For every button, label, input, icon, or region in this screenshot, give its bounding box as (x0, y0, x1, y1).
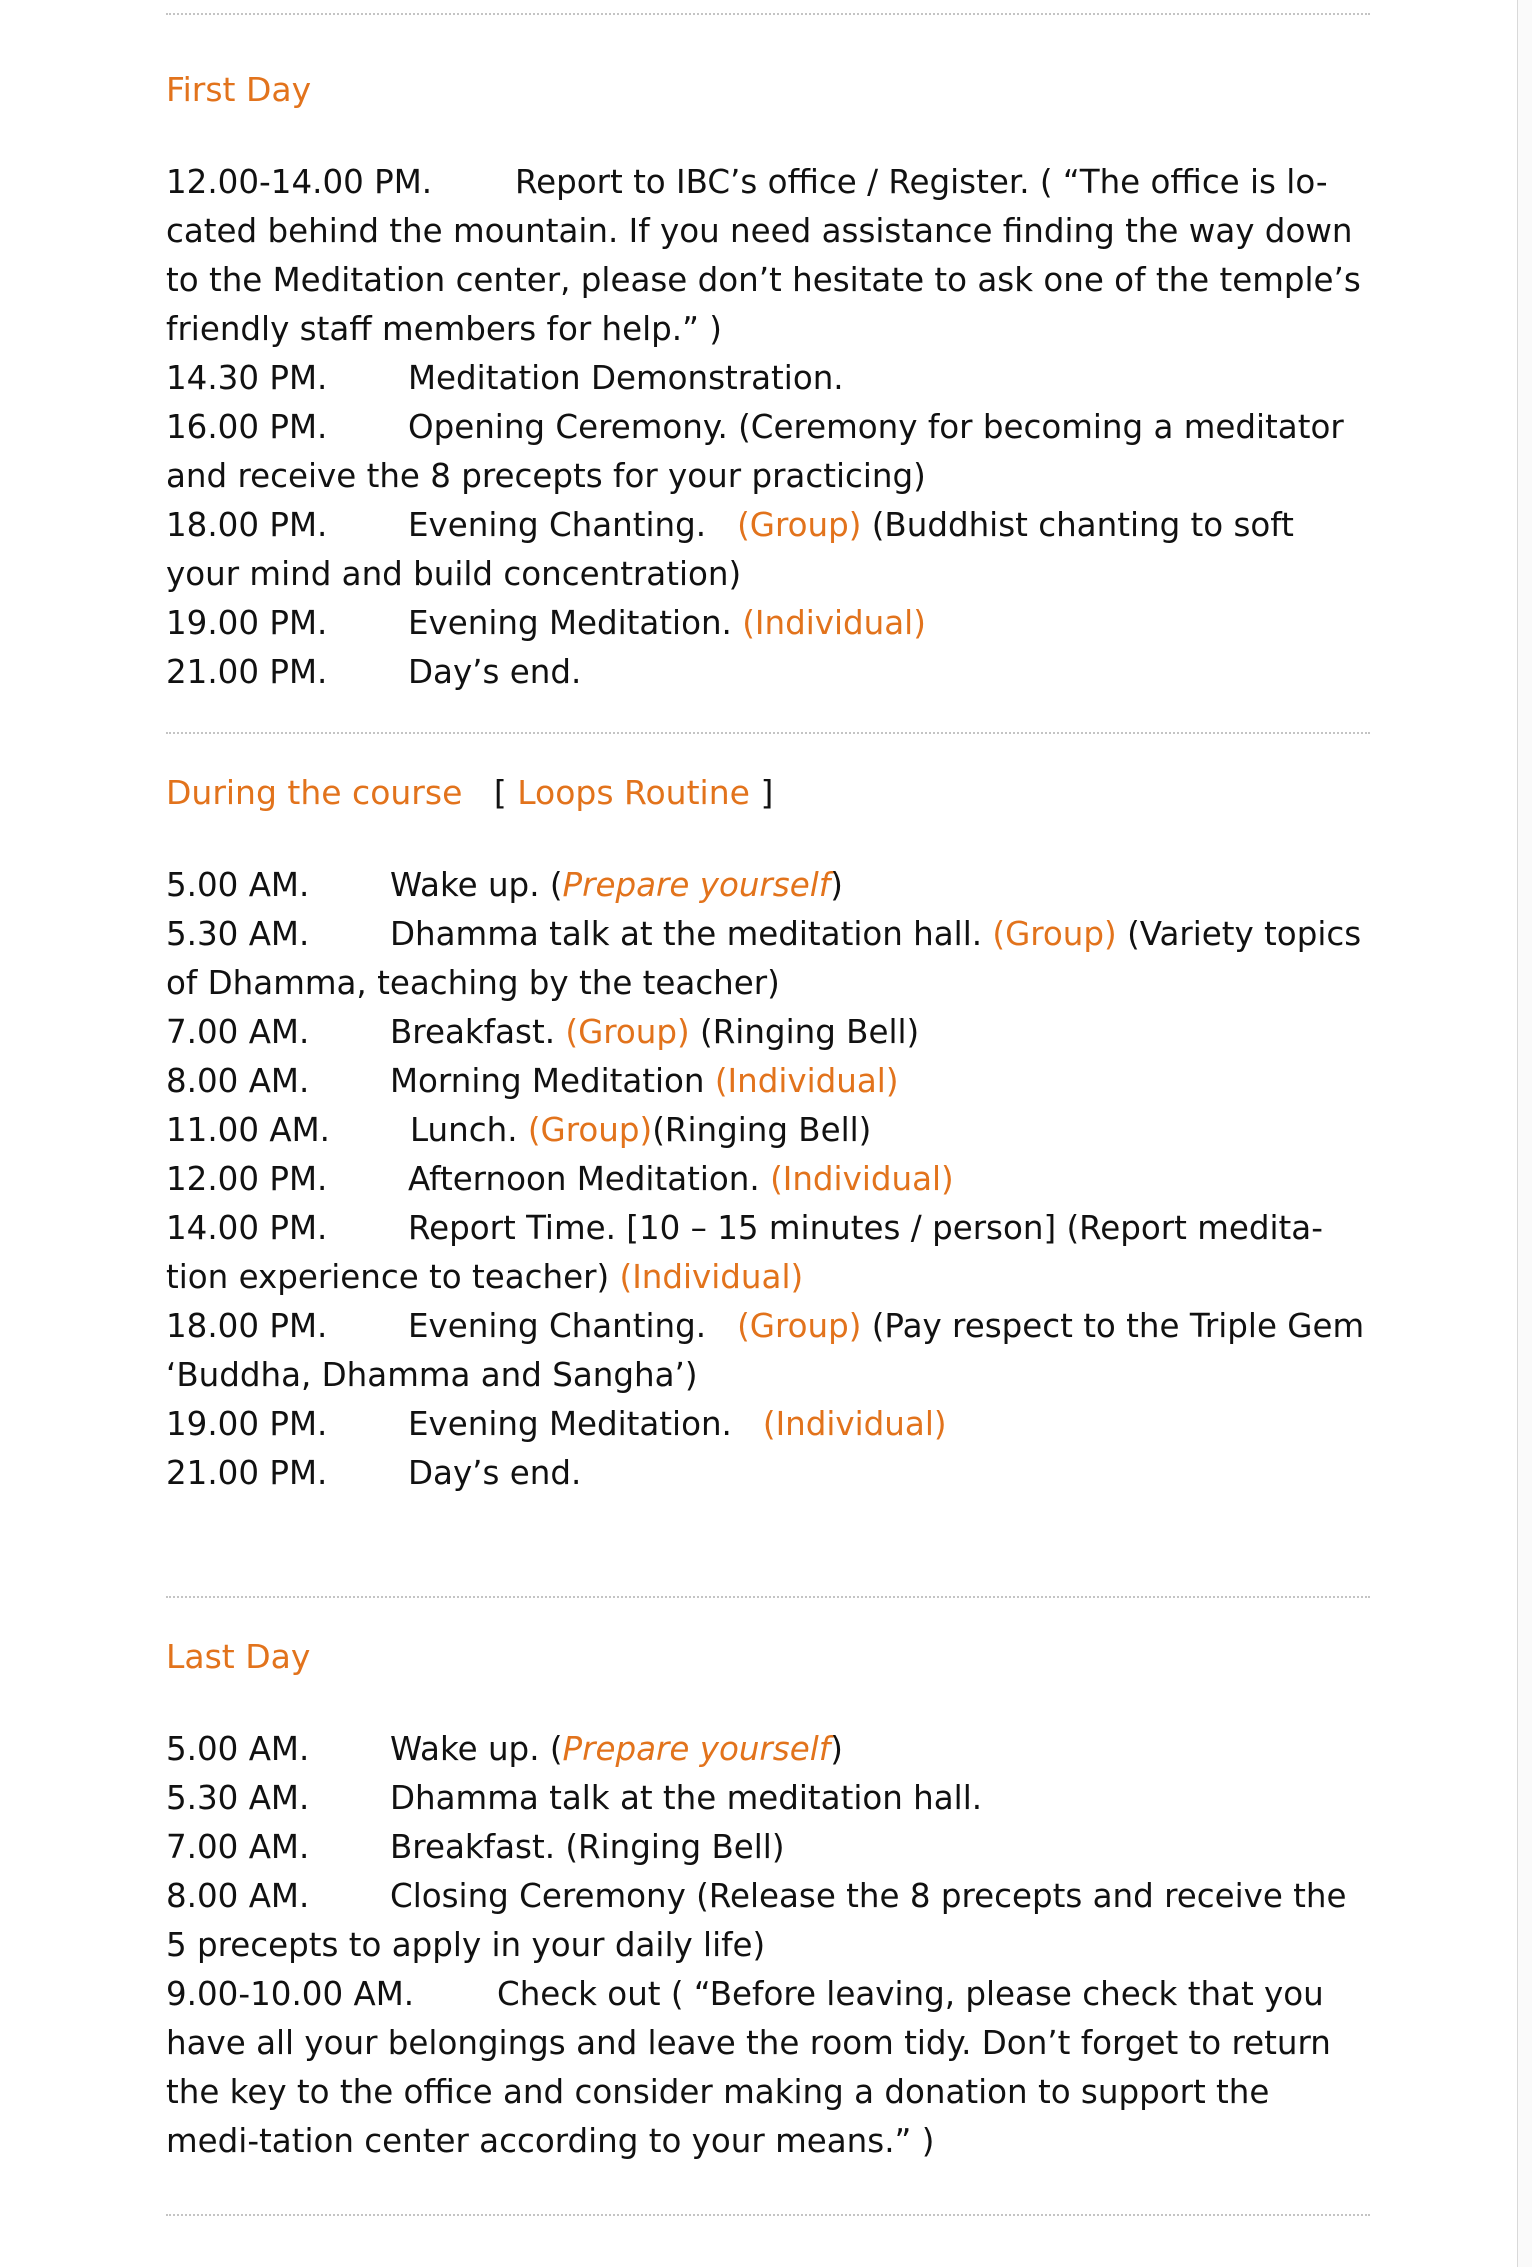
group-tag: (Group) (737, 1307, 862, 1345)
entry-time: 5.30 AM. (166, 915, 310, 953)
entry-text: Morning Meditation (390, 1062, 705, 1100)
schedule-entry (166, 354, 1370, 403)
entry-text: Day’s end. (408, 1454, 582, 1492)
group-tag: (Group) (527, 1111, 653, 1149)
section-divider (166, 13, 1370, 15)
entry-text-end: ) (830, 1730, 843, 1768)
first-day-heading: First Day (166, 70, 312, 109)
during-course-entries (166, 861, 1370, 1498)
schedule-entry (166, 1774, 1370, 1823)
entry-text: Evening Meditation. (408, 1405, 732, 1443)
entry-time: 12.00 PM. (166, 1160, 328, 1198)
entry-text: Wake up. ( (390, 866, 563, 904)
schedule-entry (166, 1155, 1370, 1204)
schedule-entry (166, 861, 1370, 910)
schedule-document (166, 0, 1370, 2216)
entry-text: Dhamma talk at the meditation hall. (390, 915, 983, 953)
schedule-entry (166, 1970, 1370, 2166)
entry-text: Dhamma talk at the meditation hall. (390, 1779, 983, 1817)
loops-routine-label: Loops Routine (517, 773, 750, 812)
entry-time: 19.00 PM. (166, 604, 328, 642)
individual-tag: (Individual) (714, 1062, 899, 1100)
bracket-close: ] (760, 773, 774, 812)
entry-time: 8.00 AM. (166, 1062, 310, 1100)
schedule-entry (166, 1302, 1370, 1400)
entry-text: Closing Ceremony (Release the 8 precepts and receive the 5 precepts to apply in your daily life) (166, 1877, 1347, 1964)
individual-tag: (Individual) (762, 1405, 947, 1443)
entry-text: Afternoon Meditation. (408, 1160, 760, 1198)
entry-detail: (Variety topics of Dhamma, teaching by the teacher) (166, 915, 1362, 1002)
entry-time: 12.00-14.00 PM. (166, 163, 433, 201)
entry-text: Lunch. (410, 1111, 518, 1149)
schedule-entry (166, 910, 1370, 1008)
group-tag: (Group) (737, 506, 862, 544)
entry-time: 7.00 AM. (166, 1828, 310, 1866)
entry-time: 14.30 PM. (166, 359, 328, 397)
schedule-entry (166, 1057, 1370, 1106)
during-course-title: During the course (166, 773, 463, 812)
entry-time: 7.00 AM. (166, 1013, 310, 1051)
schedule-entry (166, 1106, 1370, 1155)
entry-time: 5.30 AM. (166, 1779, 310, 1817)
schedule-entry (166, 648, 1370, 697)
section-divider (166, 2214, 1370, 2216)
entry-detail: (Ringing Bell) (700, 1013, 920, 1051)
schedule-entry (166, 1725, 1370, 1774)
last-day-section (166, 1632, 1370, 2166)
entry-text: Report Time. [10 – 15 minutes / person] (Report medita-tion experience to teacher) (166, 1209, 1323, 1296)
entry-time: 18.00 PM. (166, 506, 328, 544)
entry-time: 21.00 PM. (166, 653, 328, 691)
first-day-section (166, 65, 1370, 697)
entry-detail: (Pay respect to the Triple Gem ‘Buddha, Dhamma and Sangha’) (166, 1307, 1365, 1394)
individual-tag: (Individual) (770, 1160, 954, 1198)
schedule-entry (166, 158, 1370, 354)
entry-text: Evening Meditation. (408, 604, 732, 642)
entry-text: Breakfast. (390, 1013, 556, 1051)
during-course-section (166, 768, 1370, 1498)
entry-detail: (Ringing Bell) (652, 1111, 872, 1149)
entry-text: Meditation Demonstration. (408, 359, 844, 397)
individual-tag: (Individual) (619, 1258, 804, 1296)
section-divider (166, 1596, 1370, 1598)
entry-time: 18.00 PM. (166, 1307, 328, 1345)
schedule-entry (166, 501, 1370, 599)
scrollbar-track[interactable] (1517, 0, 1532, 2267)
schedule-entry (166, 1872, 1370, 1970)
schedule-entry (166, 1204, 1370, 1302)
entry-time: 16.00 PM. (166, 408, 328, 446)
entry-text: Evening Chanting. (408, 1307, 707, 1345)
entry-text-end: ) (830, 866, 843, 904)
last-day-entries (166, 1725, 1370, 2166)
entry-time: 8.00 AM. (166, 1877, 310, 1915)
group-tag: (Group) (992, 915, 1117, 953)
schedule-entry (166, 1008, 1370, 1057)
entry-text: Wake up. ( (390, 1730, 563, 1768)
bracket-open: [ (493, 773, 507, 812)
schedule-entry (166, 599, 1370, 648)
entry-text: Evening Chanting. (408, 506, 707, 544)
entry-detail: (Buddhist chanting to soft your mind and build concentration) (166, 506, 1294, 593)
schedule-entry (166, 1449, 1370, 1498)
entry-text: Check out ( “Before leaving, please check that you have all your belongings and leave the room tidy. Don’t forget to return the key to the office and consider making a donation to support the medi-tation center according to your means.” ) (166, 1975, 1331, 2160)
schedule-entry (166, 1823, 1370, 1872)
section-divider (166, 732, 1370, 734)
entry-time: 21.00 PM. (166, 1454, 328, 1492)
entry-text: Report to IBC’s office / Register. ( “The office is lo-cated behind the mountain. If you need assistance finding the way down to the Meditation center, please don’t hesitate to ask one of the temple’s friendly staff members for help.” ) (166, 163, 1361, 348)
individual-tag: (Individual) (742, 604, 926, 642)
entry-text: Breakfast. (Ringing Bell) (390, 1828, 785, 1866)
entry-time: 5.00 AM. (166, 1730, 310, 1768)
entry-text: Opening Ceremony. (Ceremony for becoming a meditator and receive the 8 precepts for your practicing) (166, 408, 1344, 495)
schedule-entry (166, 403, 1370, 501)
prepare-yourself-note: Prepare yourself (562, 866, 831, 904)
entry-time: 19.00 PM. (166, 1405, 328, 1443)
entry-time: 9.00-10.00 AM. (166, 1975, 415, 2013)
prepare-yourself-note: Prepare yourself (562, 1730, 831, 1768)
last-day-heading: Last Day (166, 1637, 311, 1676)
entry-time: 14.00 PM. (166, 1209, 328, 1247)
first-day-entries (166, 158, 1370, 697)
entry-time: 11.00 AM. (166, 1111, 330, 1149)
during-course-heading (166, 768, 1370, 818)
schedule-entry (166, 1400, 1370, 1449)
entry-time: 5.00 AM. (166, 866, 310, 904)
group-tag: (Group) (565, 1013, 690, 1051)
entry-text: Day’s end. (408, 653, 582, 691)
